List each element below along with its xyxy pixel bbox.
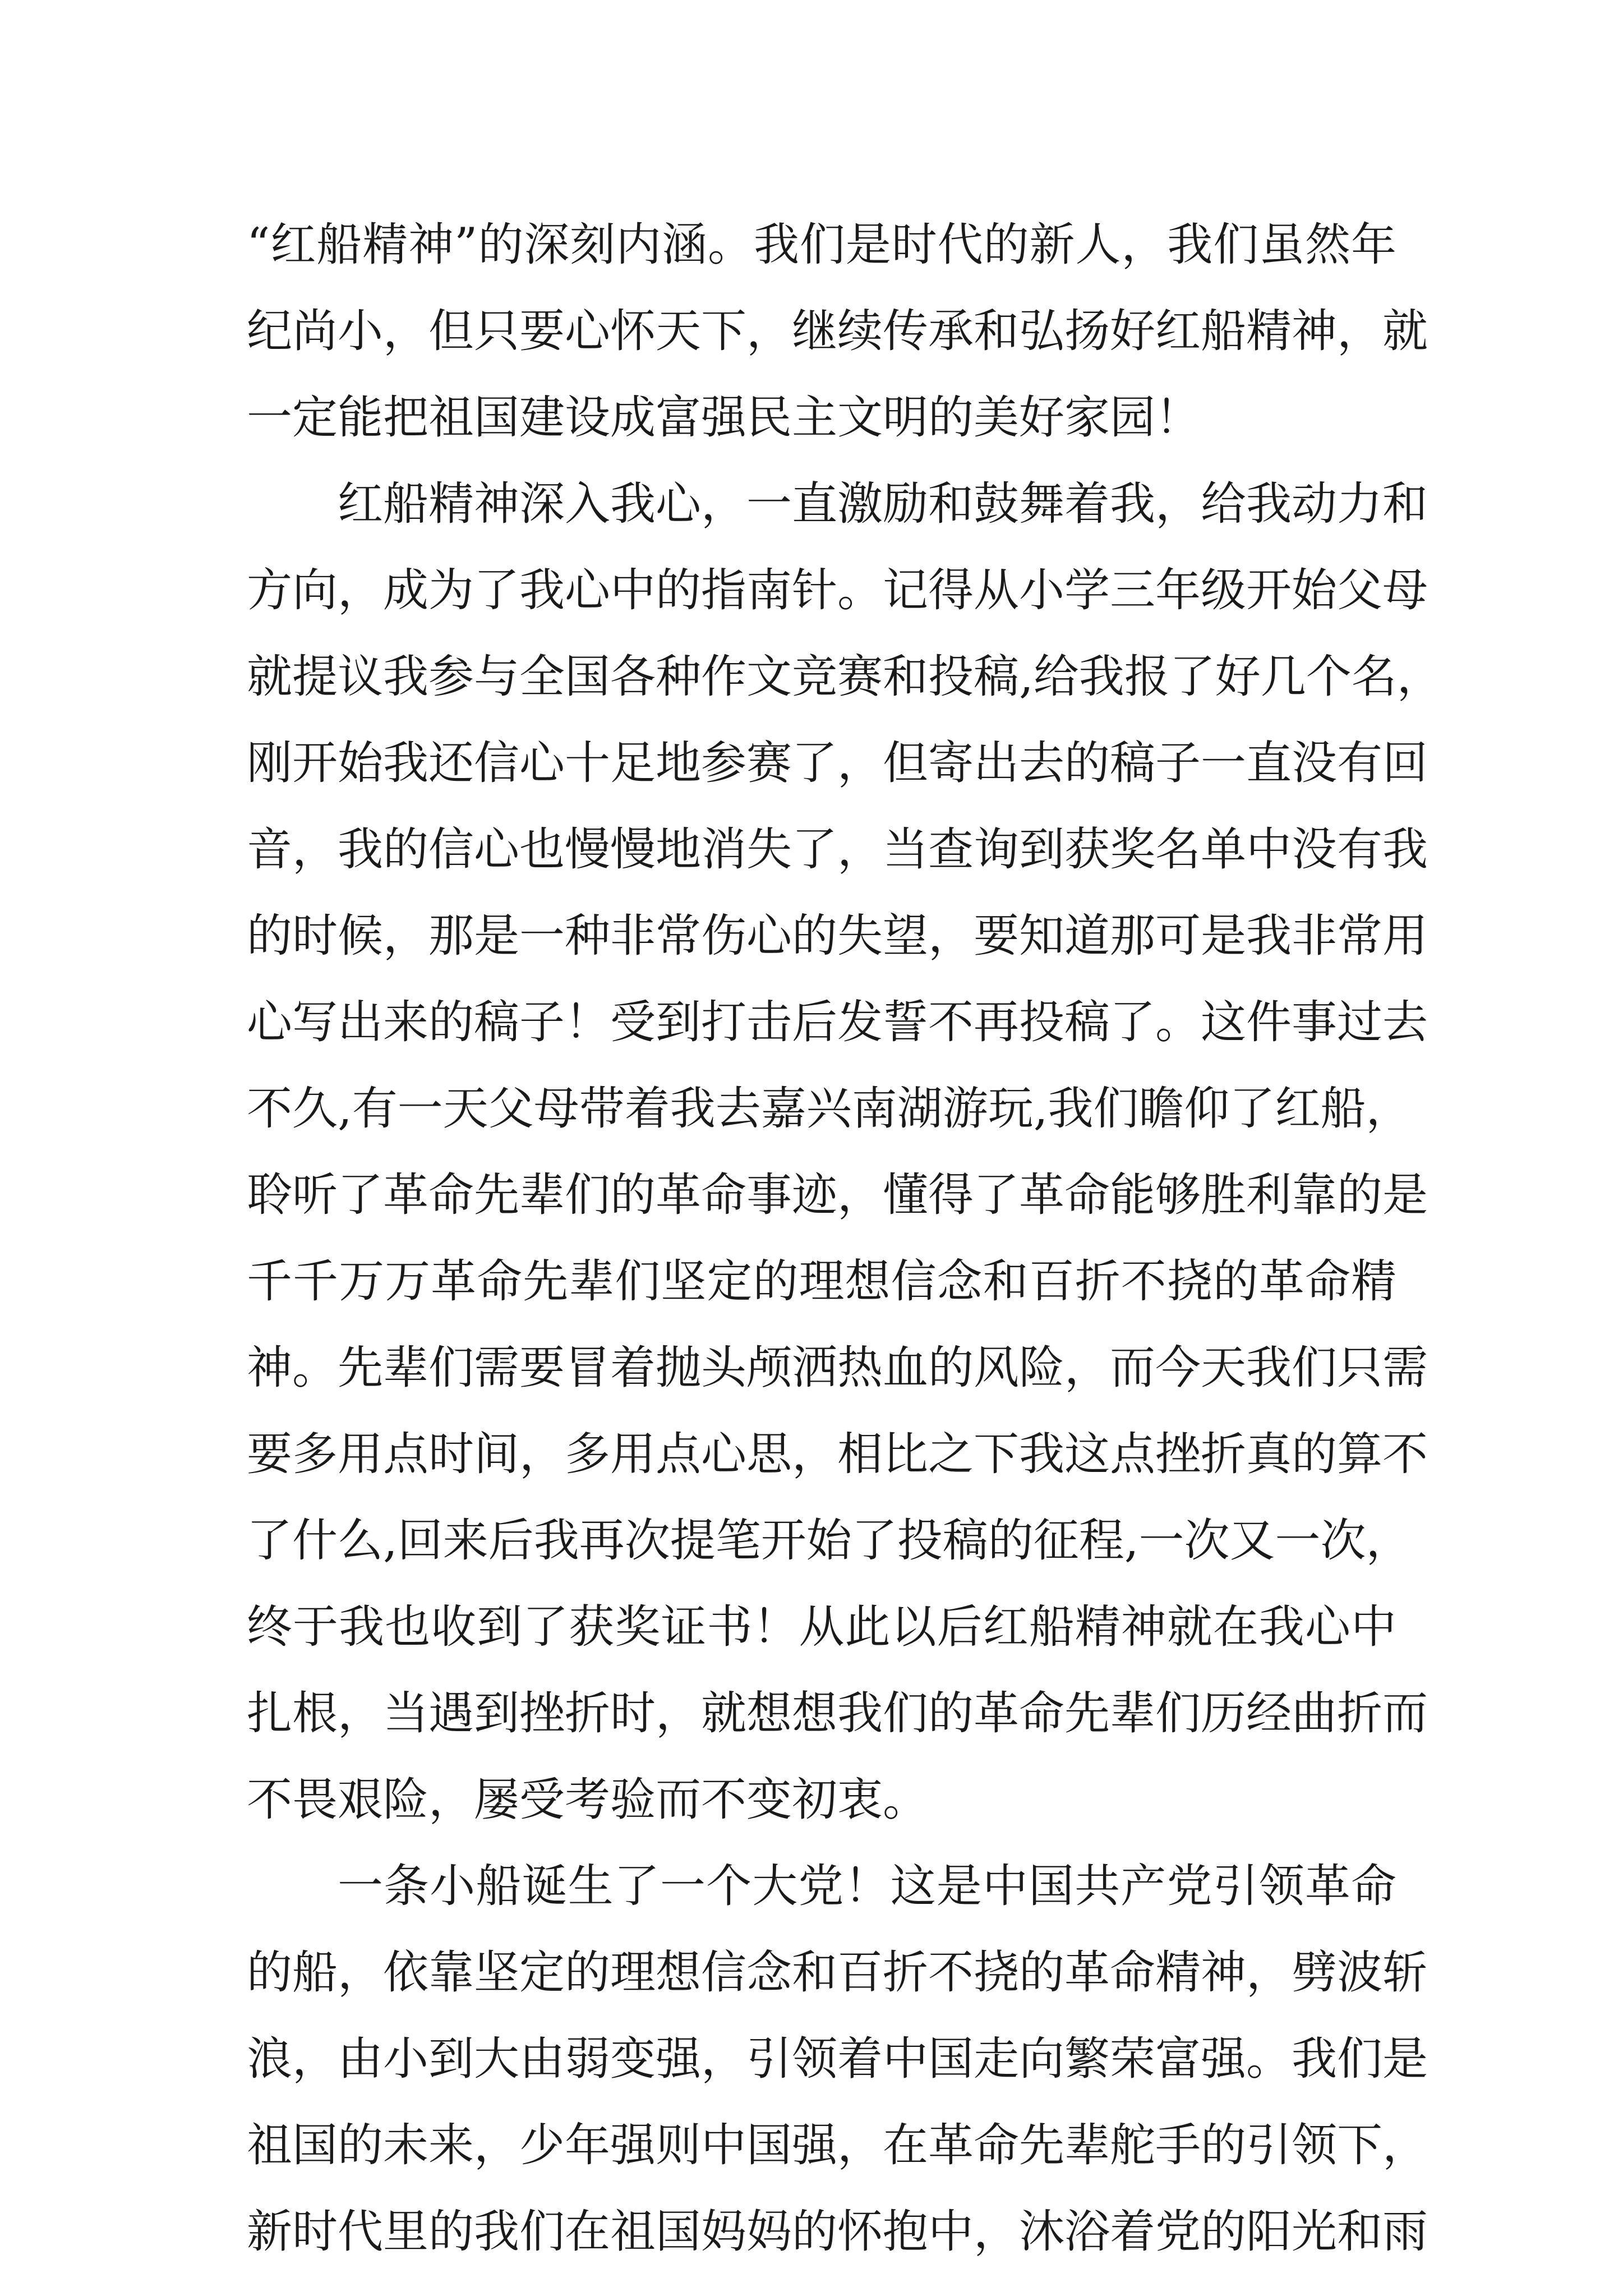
text-line: 方向，成为了我心中的指南针。记得从小学三年级开始父母 [247, 564, 1428, 617]
text-line: 一条小船诞生了一个大党！这是中国共产党引领革命 [338, 1860, 1396, 1913]
text-line: 就提议我参与全国各种作文竞赛和投稿,给我报了好几个名， [247, 651, 1442, 703]
text-line: 聆听了革命先辈们的革命事迹，懂得了革命能够胜利靠的是 [247, 1169, 1428, 1222]
document-body [247, 202, 1442, 2275]
text-line: 刚开始我还信心十足地参赛了，但寄出去的稿子一直没有回 [247, 737, 1428, 790]
text-line: 千千万万革命先辈们坚定的理想信念和百折不挠的革命精 [247, 1255, 1396, 1308]
text-line: 的时候，那是一种非常伤心的失望，要知道那可是我非常用 [247, 910, 1428, 963]
text-line: 了什么,回来后我再次提笔开始了投稿的征程,一次又一次， [247, 1515, 1412, 1567]
text-line: “红船精神”的深刻内涵。我们是时代的新人，我们虽然年 [247, 219, 1396, 272]
text-line: 终于我也收到了获奖证书！从此以后红船精神就在我心中 [247, 1601, 1396, 1654]
text-line: 音，我的信心也慢慢地消失了，当查询到获奖名单中没有我 [247, 823, 1428, 876]
text-line: 新时代里的我们在祖国妈妈的怀抱中，沐浴着党的阳光和雨 [247, 2206, 1428, 2258]
text-line: 不畏艰险，屡受考验而不变初衷。 [247, 1774, 929, 1826]
text-line: 不久,有一天父母带着我去嘉兴南湖游玩,我们瞻仰了红船， [247, 1083, 1412, 1135]
paragraph-2 [247, 461, 1442, 1843]
text-line: 祖国的未来，少年强则中国强，在革命先辈舵手的引领下， [247, 2119, 1428, 2172]
text-line: 的船，依靠坚定的理想信念和百折不挠的革命精神，劈波斩 [247, 1947, 1428, 1999]
paragraph-3 [247, 1843, 1428, 2275]
paragraph-1 [247, 202, 1428, 461]
text-line: 扎根，当遇到挫折时，就想想我们的革命先辈们历经曲折而 [247, 1687, 1428, 1740]
text-line: 纪尚小，但只要心怀天下，继续传承和弘扬好红船精神，就 [247, 305, 1428, 358]
text-line: 要多用点时间，多用点心思，相比之下我这点挫折真的算不 [247, 1428, 1428, 1481]
text-line: 红船精神深入我心，一直激励和鼓舞着我，给我动力和 [338, 478, 1428, 531]
text-line: 浪，由小到大由弱变强，引领着中国走向繁荣富强。我们是 [247, 2033, 1428, 2086]
text-line: 神。先辈们需要冒着抛头颅洒热血的风险，而今天我们只需 [247, 1342, 1428, 1395]
text-line: 心写出来的稿子！受到打击后发誓不再投稿了。这件事过去 [247, 996, 1428, 1049]
text-line: 一定能把祖国建设成富强民主文明的美好家园！ [247, 392, 1201, 444]
